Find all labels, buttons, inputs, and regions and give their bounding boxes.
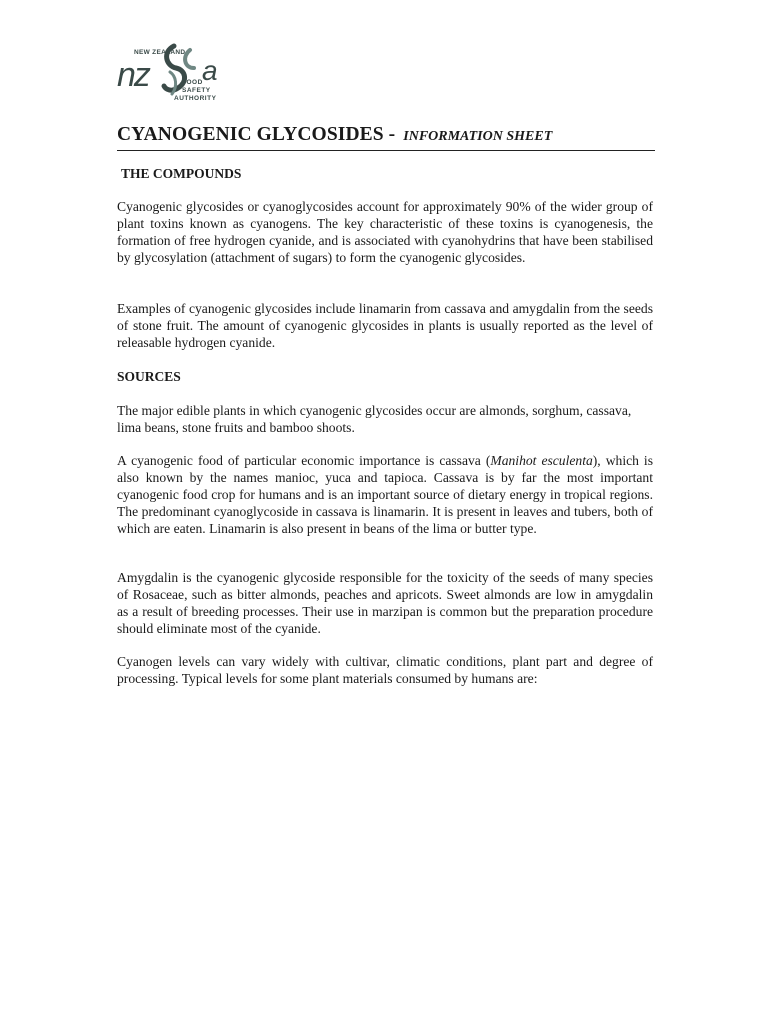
heading-sources: SOURCES — [117, 369, 181, 384]
sources-paragraph-3: Amygdalin is the cyanogenic glycoside responsible for the toxicity of the seeds of many species of Rosaceae, such as bitter almonds, peaches and apricots. Sweet almonds are low in amygdalin as a result of breeding processes. Their use in marzipan is common but the preparation procedure should eliminate most of the cyanide. — [117, 570, 653, 636]
title-subtitle: INFORMATION SHEET — [403, 129, 553, 144]
title-main: CYANOGENIC GLYCOSIDES - — [117, 124, 396, 145]
sources-p2-text-after: ), which is also known by the names manioc, yuca and tapioca. Cassava is by far the most important cyanogenic food crop for humans and is an important source of dietary energy in tropical regions. The predominant cyanoglycoside in cassava is linamarin. It is present in leaves and tubers, both of which are eaten. Linamarin is also present in beans of the lima or butter type. — [117, 453, 653, 536]
nzfsa-logo — [112, 42, 230, 104]
compounds-paragraph-2: Examples of cyanogenic glycosides include linamarin from cassava and amygdalin from the seeds of stone fruit. The amount of cyanogenic glycosides in plants is usually reported as the level of releasable hydrogen cyanide. — [117, 301, 653, 350]
compounds-paragraph-1: Cyanogenic glycosides or cyanoglycosides account for approximately 90% of the wider group of plant toxins known as cyanogens. The key characteristic of these toxins is cyanogenesis, the formation of free hydrogen cyanide, and is associated with cyanohydrins that have been stabilised by glycosylation (attachment of sugars) to form the cyanogenic glycosides. — [117, 199, 653, 265]
heading-compounds: THE COMPOUNDS — [121, 166, 242, 181]
logo-country: NEW ZEALAND — [134, 49, 186, 56]
sources-p2-scientific-name: Manihot esculenta — [490, 453, 593, 468]
logo-line-safety: SAFETY — [182, 87, 211, 94]
sources-paragraph-4: Cyanogen levels can vary widely with cultivar, climatic conditions, plant part and degree of processing. Typical levels for some plant materials consumed by humans are: — [117, 654, 653, 686]
logo-letter-a: a — [202, 55, 218, 86]
logo-line-authority: AUTHORITY — [174, 95, 217, 102]
logo-line-food: FOOD — [182, 79, 203, 86]
document-title — [117, 124, 655, 151]
sources-paragraph-2 — [117, 452, 653, 537]
sources-paragraph-1: The major edible plants in which cyanogenic glycosides occur are almonds, sorghum, cassava, lima beans, stone fruits and bamboo shoots. — [117, 403, 632, 435]
sources-p2-text-before: A cyanogenic food of particular economic importance is cassava ( — [117, 453, 491, 468]
logo-letters-nz: nz — [117, 56, 149, 94]
